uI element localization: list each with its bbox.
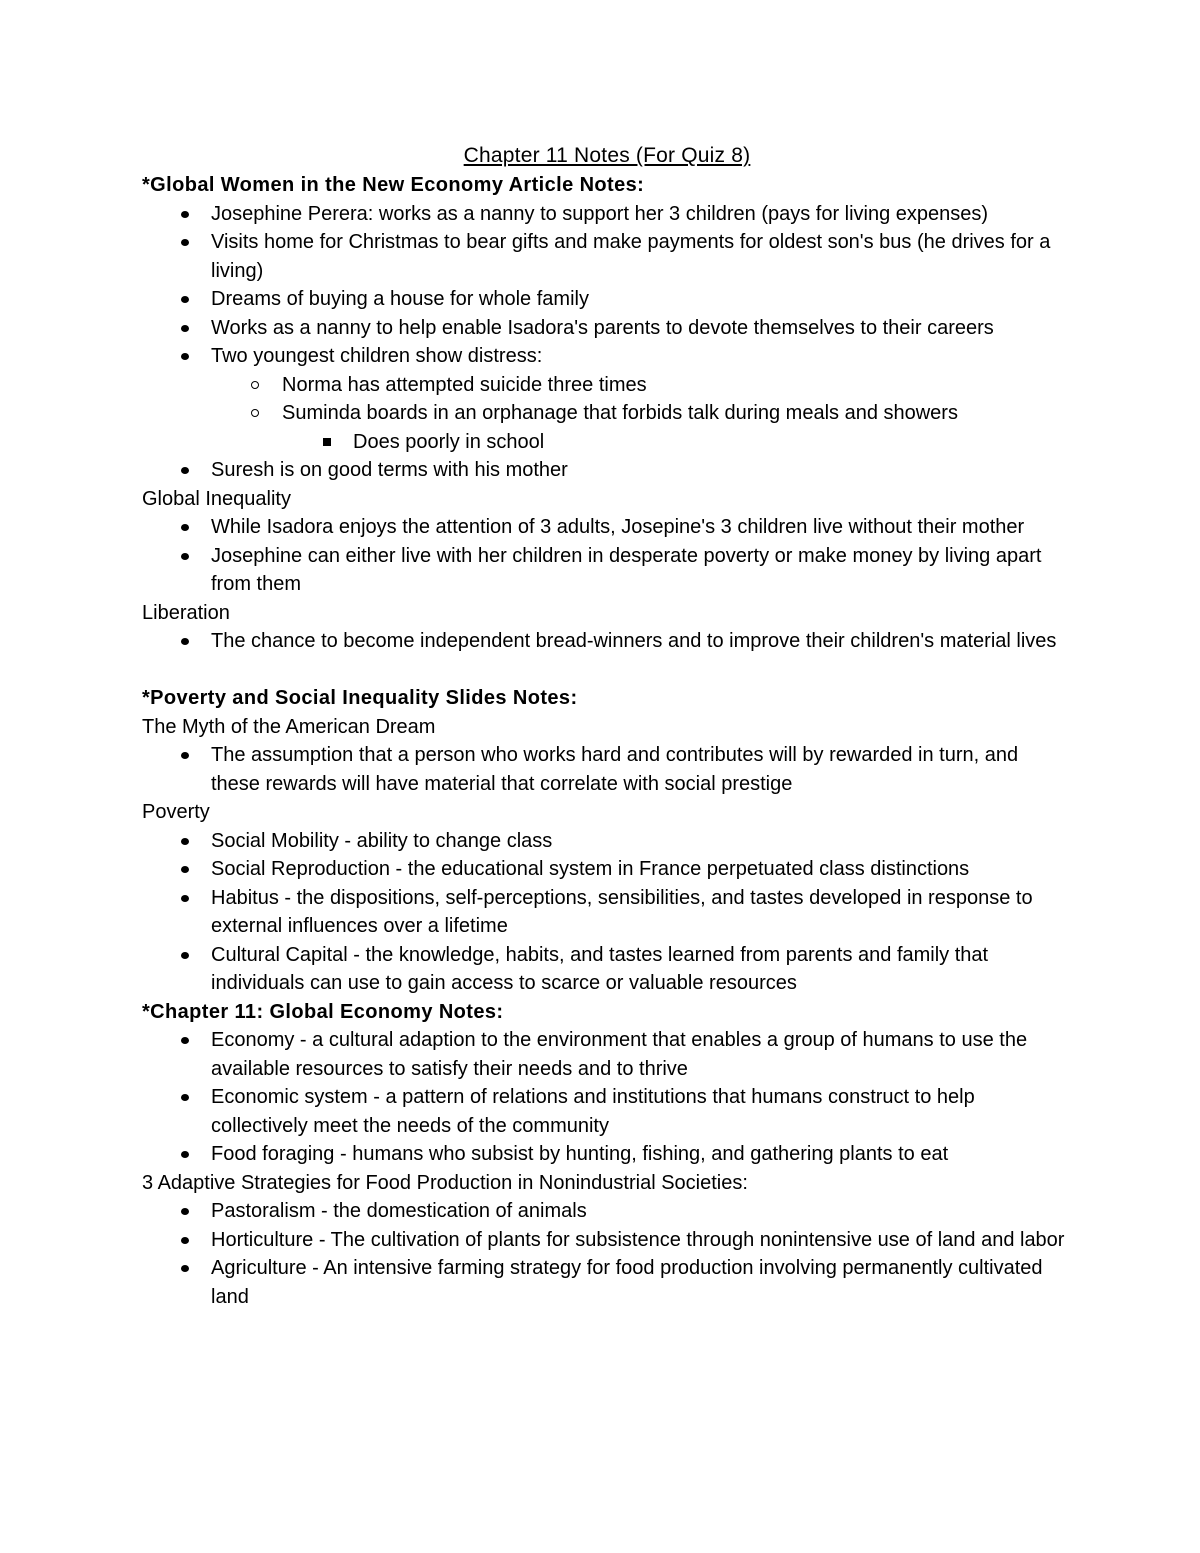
- sub-sub-bullet-list: [282, 428, 1072, 457]
- subheading-poverty: Poverty: [142, 801, 210, 823]
- bullet-dot-icon: [181, 211, 189, 218]
- list-item: Suminda boards in an orphanage that forbids talk during meals and showers Does poorly in school: [211, 399, 1072, 456]
- list-item: Two youngest children show distress: Norma has attempted suicide three times Suminda boards in an orphanage that forbids talk during meals and showers Does poorly in school: [142, 342, 1072, 456]
- bullet-list: [142, 200, 1072, 485]
- bullet-dot-icon: [181, 325, 189, 332]
- bullet-list: [142, 1026, 1072, 1169]
- list-item: Social Reproduction - the educational system in France perpetuated class distinctions: [142, 855, 1072, 884]
- bullet-dot-icon: [181, 752, 189, 759]
- section-heading-global-economy: *Chapter 11: Global Economy Notes:: [142, 1000, 504, 1023]
- list-item: Dreams of buying a house for whole family: [142, 285, 1072, 314]
- list-item: Works as a nanny to help enable Isadora's parents to devote themselves to their careers: [142, 314, 1072, 343]
- blank-line: [142, 656, 1072, 685]
- subheading-adaptive-strategies: 3 Adaptive Strategies for Food Production in Nonindustrial Societies:: [142, 1171, 748, 1194]
- bullet-dot-icon: [181, 1208, 189, 1215]
- list-item: Visits home for Christmas to bear gifts and make payments for oldest son's bus (he drives for a living): [142, 228, 1072, 285]
- bullet-list: [142, 741, 1072, 798]
- bullet-dot-icon: [181, 353, 189, 360]
- bullet-dot-icon: [181, 1151, 189, 1158]
- list-item: Josephine can either live with her children in desperate poverty or make money by living apart from them: [142, 542, 1072, 599]
- bullet-dot-icon: [181, 866, 189, 873]
- bullet-dot-icon: [181, 1094, 189, 1101]
- list-item: Economic system - a pattern of relations and institutions that humans construct to help collectively meet the needs of the community: [142, 1083, 1072, 1140]
- list-item: Does poorly in school: [282, 428, 1072, 457]
- list-item: Norma has attempted suicide three times: [211, 371, 1072, 400]
- list-item: Habitus - the dispositions, self-perceptions, sensibilities, and tastes developed in response to external influences over a lifetime: [142, 884, 1072, 941]
- document-title: Chapter 11 Notes (For Quiz 8): [463, 144, 751, 167]
- bullet-dot-icon: [181, 1037, 189, 1044]
- list-item: Social Mobility - ability to change class: [142, 827, 1072, 856]
- bullet-dot-icon: [181, 895, 189, 902]
- subheading-american-dream: The Myth of the American Dream: [142, 715, 436, 738]
- list-item: While Isadora enjoys the attention of 3 adults, Josepine's 3 children live without their mother: [142, 513, 1072, 542]
- bullet-dot-icon: [181, 553, 189, 560]
- bullet-square-icon: [323, 438, 331, 446]
- bullet-dot-icon: [181, 1265, 189, 1272]
- list-item: Food foraging - humans who subsist by hunting, fishing, and gathering plants to eat: [142, 1140, 1072, 1169]
- bullet-list: [142, 513, 1072, 599]
- bullet-dot-icon: [181, 952, 189, 959]
- list-item: The chance to become independent bread-winners and to improve their children's material lives: [142, 627, 1072, 656]
- bullet-dot-icon: [181, 838, 189, 845]
- sub-bullet-list: [211, 371, 1072, 457]
- subheading-global-inequality: Global Inequality: [142, 487, 291, 510]
- bullet-dot-icon: [181, 524, 189, 531]
- bullet-circle-icon: [251, 381, 259, 389]
- list-item: Cultural Capital - the knowledge, habits, and tastes learned from parents and family that individuals can use to gain access to scarce or valuable resources: [142, 941, 1072, 998]
- list-item: Pastoralism - the domestication of animals: [142, 1197, 1072, 1226]
- bullet-dot-icon: [181, 239, 189, 246]
- list-item: Horticulture - The cultivation of plants for subsistence through nonintensive use of land and labor: [142, 1226, 1072, 1255]
- bullet-dot-icon: [181, 1237, 189, 1244]
- bullet-dot-icon: [181, 467, 189, 474]
- bullet-dot-icon: [181, 296, 189, 303]
- bullet-list: [142, 827, 1072, 998]
- subheading-liberation: Liberation: [142, 601, 230, 624]
- section-heading-global-women: *Global Women in the New Economy Article Notes:: [142, 174, 645, 196]
- section-heading-poverty: *Poverty and Social Inequality Slides Notes:: [142, 687, 578, 709]
- list-item: The assumption that a person who works hard and contributes will by rewarded in turn, and these rewards will have material that correlate with social prestige: [142, 741, 1072, 798]
- bullet-list: [142, 627, 1072, 656]
- bullet-dot-icon: [181, 638, 189, 645]
- bullet-circle-icon: [251, 409, 259, 417]
- document-page: [142, 141, 1072, 1311]
- list-item: Economy - a cultural adaption to the environment that enables a group of humans to use the available resources to satisfy their needs and to thrive: [142, 1026, 1072, 1083]
- list-item: Suresh is on good terms with his mother: [142, 456, 1072, 485]
- list-item: Josephine Perera: works as a nanny to support her 3 children (pays for living expenses): [142, 200, 1072, 229]
- list-item: Agriculture - An intensive farming strategy for food production involving permanently cultivated land: [142, 1254, 1072, 1311]
- bullet-list: [142, 1197, 1072, 1311]
